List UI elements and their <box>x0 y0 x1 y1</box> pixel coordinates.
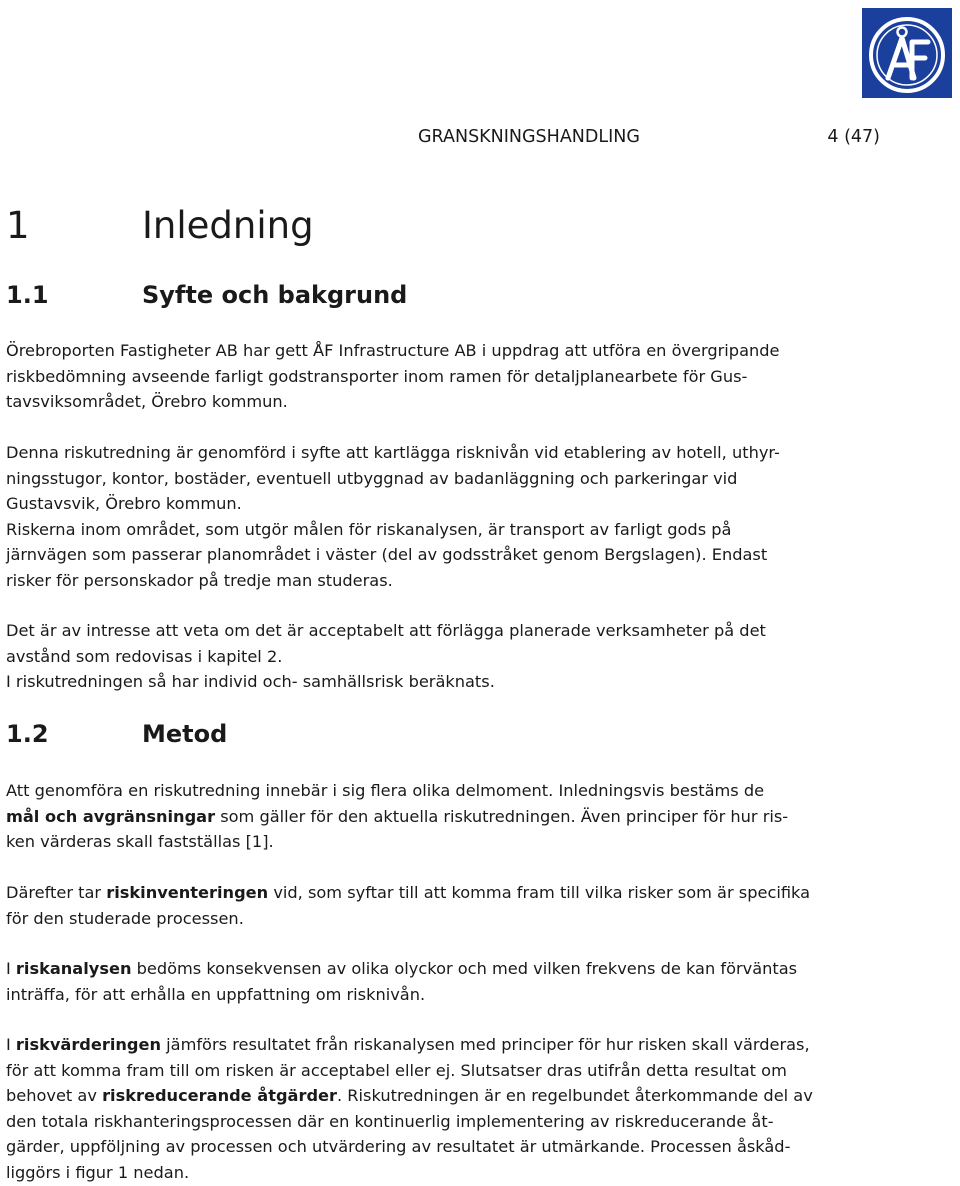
text-line: för den studerade processen. <box>6 908 244 928</box>
text-line: järnvägen som passerar planområdet i väster (del av godsstråket genom Bergslagen). Endast <box>6 545 768 565</box>
section-number: 1 <box>6 204 30 247</box>
text-line: för att komma fram till om risken är acceptabel eller ej. Slutsatser dras utifrån detta resultat om <box>6 1060 787 1080</box>
section-title: Inledning <box>142 204 314 247</box>
bold-term: riskanalysen <box>15 959 132 978</box>
text-line: liggörs i figur 1 nedan. <box>6 1162 190 1182</box>
text-line: riskbedömning avseende farligt godstransporter inom ramen för detaljplanearbete för Gus- <box>6 366 748 386</box>
text-line: ken värderas skall fastställas [1]. <box>6 832 274 852</box>
document-status: GRANSKNINGSHANDLING <box>418 127 640 147</box>
bold-term: riskinventeringen <box>106 883 269 902</box>
text-line: den totala riskhanteringsprocessen där en kontinuerlig implementering av riskreducerande åt- <box>6 1111 774 1131</box>
text-line: Det är av intresse att veta om det är acceptabelt att förlägga planerade verksamheter på det <box>6 621 766 640</box>
bold-term: riskreducerande åtgärder <box>102 1086 337 1106</box>
text-line: Riskerna inom området, som utgör målen för riskanalysen, är transport av farligt gods på <box>6 519 732 539</box>
section-heading-1-2 <box>6 720 227 748</box>
text-line: I riskutredningen så har individ och- samhällsrisk beräknats. <box>6 672 495 692</box>
text-line: tavsviksområdet, Örebro kommun. <box>6 392 288 412</box>
section-title: Syfte och bakgrund <box>142 281 408 309</box>
paragraph-purpose <box>6 338 846 415</box>
paragraph-scope <box>6 440 846 594</box>
paragraph-evaluation <box>6 1032 846 1186</box>
section-number: 1.2 <box>6 720 49 748</box>
page-header <box>418 127 880 147</box>
text-line: I riskanalysen bedöms konsekvensen av olika olyckor och med vilken frekvens de kan förväntas <box>6 959 798 978</box>
paragraph-inventory <box>6 880 846 931</box>
text-line: Denna riskutredning är genomförd i syfte att kartlägga risknivån vid etablering av hotell, uthyr- <box>6 443 780 462</box>
paragraph-analysis <box>6 956 846 1007</box>
paragraph-method-intro <box>6 778 846 855</box>
text-line: Gustavsvik, Örebro kommun. <box>6 494 242 514</box>
text-line: inträffa, för att erhålla en uppfattning om risknivån. <box>6 984 426 1004</box>
text-line: Därefter tar riskinventeringen vid, som syftar till att komma fram till vilka risker som är specifika <box>6 883 811 902</box>
text-line: Att genomföra en riskutredning innebär i sig flera olika delmoment. Inledningsvis bestäms de <box>6 781 765 800</box>
page-number: 4 (47) <box>827 127 880 147</box>
paragraph-interest <box>6 618 846 695</box>
section-number: 1.1 <box>6 281 49 309</box>
text-line: ningsstugor, kontor, bostäder, eventuell utbyggnad av badanläggning och parkeringar vid <box>6 468 738 488</box>
text-line: gärder, uppföljning av processen och utvärdering av resultatet är utmärkande. Processen åskåd- <box>6 1137 791 1157</box>
af-logo-icon <box>862 8 952 98</box>
section-heading-1-1 <box>6 281 407 309</box>
text-line: risker för personskador på tredje man studeras. <box>6 570 393 590</box>
bold-term: riskvärderingen <box>15 1035 162 1054</box>
text-line: behovet av riskreducerande åtgärder. Riskutredningen är en regelbundet återkommande del av <box>6 1086 813 1106</box>
section-heading-1 <box>6 204 314 247</box>
af-logo <box>862 8 952 98</box>
bold-term: mål och avgränsningar <box>6 806 216 826</box>
text-line: I riskvärderingen jämförs resultatet från riskanalysen med principer för hur risken skall värderas, <box>6 1035 810 1054</box>
text-line: Örebroporten Fastigheter AB har gett ÅF Infrastructure AB i uppdrag att utföra en övergripande <box>6 341 780 360</box>
section-title: Metod <box>142 720 228 748</box>
text-line: avstånd som redovisas i kapitel 2. <box>6 646 283 666</box>
text-line: mål och avgränsningar som gäller för den aktuella riskutredningen. Även principer för hur ris- <box>6 806 789 826</box>
